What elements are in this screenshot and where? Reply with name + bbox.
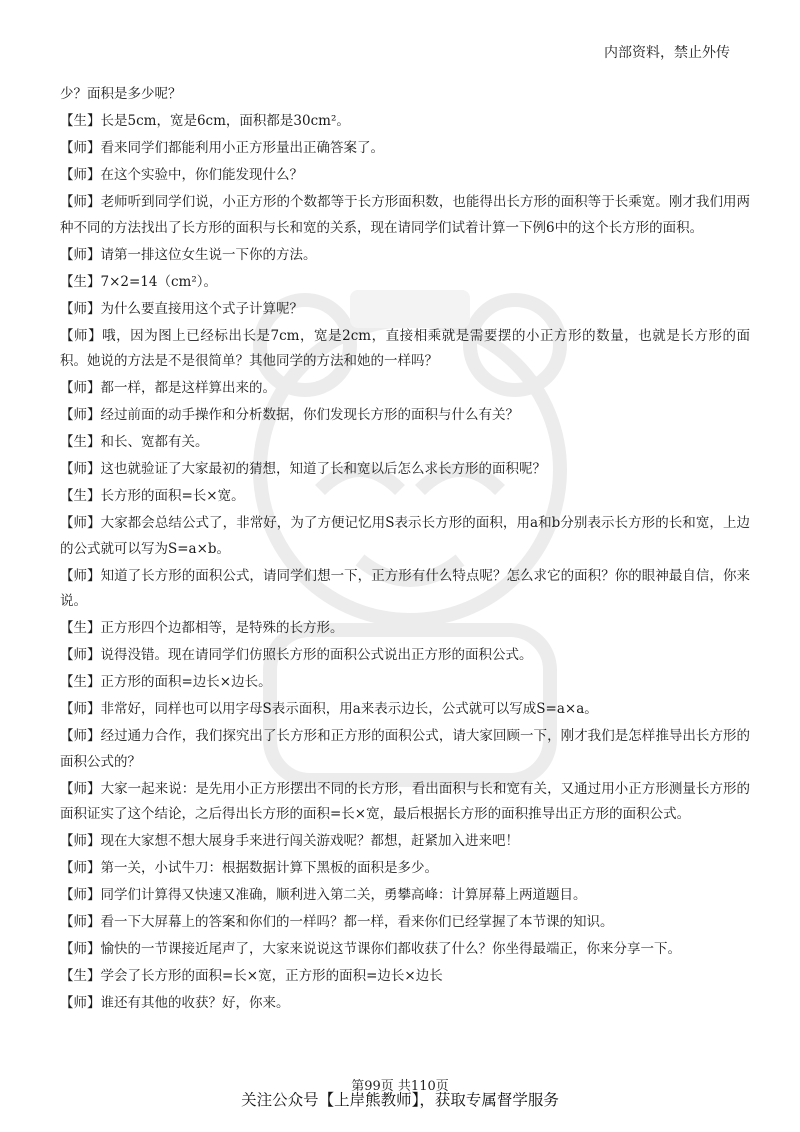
document-body	[60, 82, 750, 1018]
paragraph: 【师】经过通力合作，我们探究出了长方形和正方形的面积公式，请大家回顾一下，刚才我们是怎样推导出长方形的面积公式的？	[60, 728, 750, 770]
paragraph: 【师】现在大家想不想大展身手来进行闯关游戏呢？都想，赶紧加入进来吧！	[60, 833, 519, 849]
page-number: 第99页 共110页	[351, 1079, 449, 1094]
paragraph: 【师】看来同学们都能利用小正方形量出正确答案了。	[60, 140, 384, 156]
paragraph: 【师】大家一起来说：是先用小正方形摆出不同的长方形，看出面积与长和宽有关，又通过用小正方形测量长方形的面积证实了这个结论，之后得出长方形的面积=长×宽，最后根据长方形的面积推导出正方形的面积公式。	[60, 780, 750, 822]
paragraph: 少？面积是多少呢？	[60, 86, 182, 102]
paragraph: 【师】愉快的一节课接近尾声了，大家来说说这节课你们都收获了什么？你坐得最端正，你来分享一下。	[60, 941, 681, 957]
paragraph: 【生】学会了长方形的面积=长×宽，正方形的面积=边长×边长	[60, 968, 443, 984]
confidential-notice: 内部资料，禁止外传	[604, 45, 730, 61]
paragraph: 【生】7×2=14（cm²）。	[60, 273, 218, 290]
paragraph: 【师】老师听到同学们说，小正方形的个数都等于长方形面积数，也能得出长方形的面积等于长乘宽。刚才我们用两种不同的方法找出了长方形的面积与长和宽的关系，现在请同学们试着计算一下例6中的这个长方形的面积。	[60, 194, 750, 236]
paragraph: 【师】同学们计算得又快速又准确，顺利进入第二关，勇攀高峰：计算屏幕上两道题目。	[60, 887, 587, 903]
paragraph: 【师】第一关，小试牛刀：根据数据计算下黑板的面积是多少。	[60, 860, 438, 876]
paragraph: 【生】和长、宽都有关。	[60, 434, 209, 450]
paragraph: 【师】这也就验证了大家最初的猜想，知道了长和宽以后怎么求长方形的面积呢？	[60, 461, 546, 477]
paragraph: 【师】在这个实验中，你们能发现什么？	[60, 167, 303, 183]
paragraph: 【生】正方形四个边都相等，是特殊的长方形。	[60, 620, 344, 636]
paragraph: 【师】知道了长方形的面积公式，请同学们想一下，正方形有什么特点呢？怎么求它的面积？你的眼神最自信，你来说。	[60, 567, 750, 609]
paragraph: 【生】长方形的面积=长×宽。	[60, 488, 245, 504]
paragraph: 【师】大家都会总结公式了，非常好，为了方便记忆用S表示长方形的面积，用a和b分别表示长方形的长和宽，上边的公式就可以写为S=a×b。	[60, 515, 750, 557]
paragraph: 【师】经过前面的动手操作和分析数据，你们发现长方形的面积与什么有关？	[60, 407, 519, 423]
paragraph: 【师】谁还有其他的收获？好，你来。	[60, 995, 290, 1011]
paragraph: 【师】为什么要直接用这个式子计算呢？	[60, 300, 303, 317]
paragraph: 【师】都一样，都是这样算出来的。	[60, 380, 276, 396]
paragraph: 【师】看一下大屏幕上的答案和你们的一样吗？都一样，看来你们已经掌握了本节课的知识。	[60, 914, 614, 930]
paragraph: 【师】哦，因为图上已经标出长是7cm，宽是2cm，直接相乘就是需要摆的小正方形的数量，也就是长方形的面积。她说的方法是不是很简单？其他同学的方法和她的一样吗？	[60, 327, 750, 369]
paragraph: 【师】说得没错。现在请同学们仿照长方形的面积公式说出正方形的面积公式。	[60, 647, 533, 663]
paragraph: 【师】非常好，同样也可以用字母S表示面积，用a来表示边长，公式就可以写成S=a×a。	[60, 701, 598, 717]
paragraph: 【生】正方形的面积=边长×边长。	[60, 674, 272, 690]
paragraph: 【生】长是5cm，宽是6cm，面积都是30cm²。	[60, 113, 350, 129]
follow-notice: 关注公众号【上岸熊教师】，获取专属督学服务	[241, 1091, 559, 1109]
paragraph: 【师】请第一排这位女生说一下你的方法。	[60, 246, 317, 263]
